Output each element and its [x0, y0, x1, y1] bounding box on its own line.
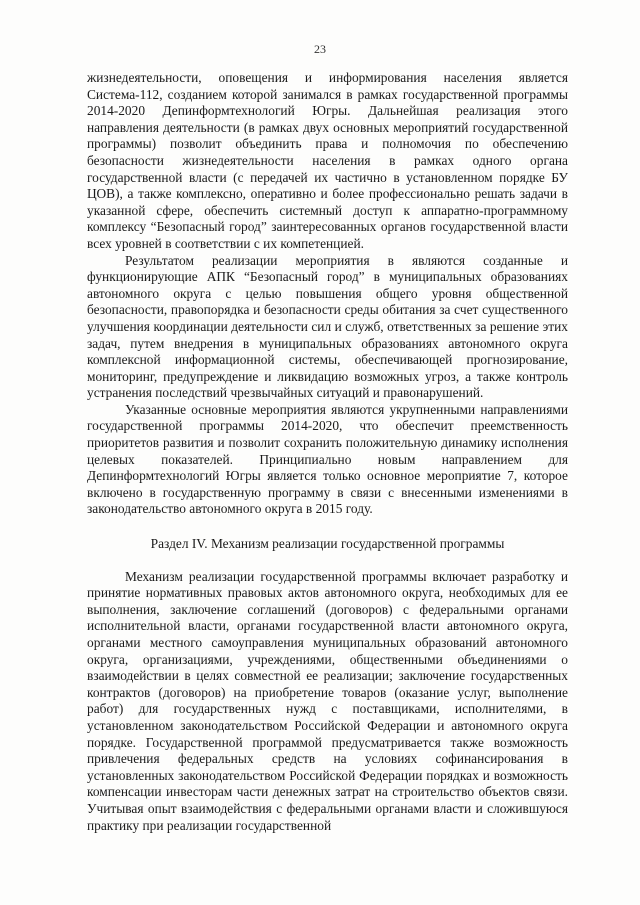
- paragraph: Указанные основные мероприятия являются укрупненными направлениями государственной программы 2014-2020, что обеспечит преемственность приоритетов развития и позволит сохранить положительную динамику исполнения целевых показателей. Принципиально новым направлением для Депинформтехнологий Югры является только основное мероприятие 7, которое включено в государственную программу в связи с внесенными изменениями в законодательство автономного округа в 2015 году.: [87, 401, 568, 517]
- section-heading: Раздел IV. Механизм реализации государственной программы: [150, 536, 505, 552]
- paragraph: Механизм реализации государственной программы включает разработку и принятие нормативных правовых актов автономного округа, необходимых для ее выполнения, заключение соглашений (договоров) с федеральными органами исполнительной власти, органами государственной власти автономного округа, органами местного самоуправления муниципальных образований автономного округа, организациями, учреждениями, общественными объединениями о взаимодействии в целях совместной ее реализации; заключение государственных контрактов (договоров) на приобретение товаров (оказание услуг, выполнение работ) для государственных нужд с поставщиками, исполнителями, в установленном законодательством Российской Федерации и автономного округа порядке. Государственной программой предусматривается также возможность привлечения федеральных средств на условиях софинансирования в установленных законодательством Российской Федерации порядках и возможность компенсации инвесторам части денежных затрат на строительство объектов связи. Учитывая опыт взаимодействия с федеральными органами власти и сложившуюся практику при реализации государственной: [87, 568, 568, 833]
- paragraph: Результатом реализации мероприятия в являются созданные и функционирующие АПК “Безопасный город” в муниципальных образованиях автономного округа с целью повышения общего уровня общественной безопасности, правопорядка и безопасности среды обитания за счет существенного улучшения координации деятельности сил и служб, ответственных за решение этих задач, путем внедрения в муниципальных образованиях автономного округа комплексной информационной системы, обеспечивающей прогнозирование, мониторинг, предупреждение и ликвидацию возможных угроз, а также контроль устранения последствий чрезвычайных ситуаций и правонарушений.: [87, 252, 568, 401]
- document-body: [87, 70, 568, 834]
- page-number: 23: [314, 42, 326, 56]
- paragraph: жизнедеятельности, оповещения и информирования населения является Система-112, созданием которой занимался в рамках государственной программы 2014-2020 Депинформтехнологий Югры. Дальнейшая реализация этого направления деятельности (в рамках двух основных мероприятий государственной программы) позволит объединить права и полномочия по обеспечению безопасности жизнедеятельности населения в рамках одного органа государственной власти (с передачей их частично в установленном порядке БУ ЦОВ), а также комплексно, оперативно и более профессионально решать задачи в указанной сфере, обеспечить системный доступ к аппаратно-программному комплексу “Безопасный город” заинтересованных органов государственной власти всех уровней в соответствии с их компетенцией.: [87, 70, 568, 251]
